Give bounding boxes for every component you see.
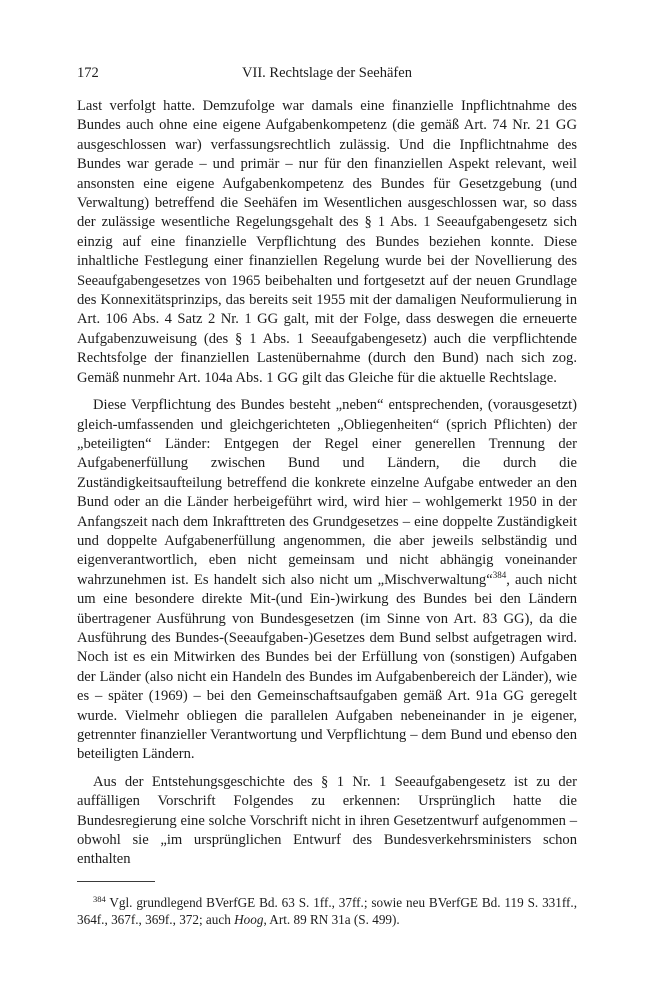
- page-number: 172: [77, 65, 99, 81]
- paragraph-3: Aus der Entstehungsgeschichte des § 1 Nr. 1 Seeaufgabengesetz ist zu der auffälligen Vorschrift Folgendes zu erkennen: Ursprünglich hatte die Bundesregierung eine solche Vorschrift nicht in ihren Gesetzentwurf aufgenommen – obwohl sie „im ursprünglichen Entwurf des Bundesverkehrsministers schon enthalten: [77, 773, 577, 868]
- footnote-number: 384: [93, 893, 106, 904]
- paragraph-1: Last verfolgt hatte. Demzufolge war damals eine finanzielle Inpflichtnahme des Bundes auch ohne eine eigene Aufgabenkompetenz (die gemäß Art. 74 Nr. 21 GG ausgeschlossen war) verfassungsrechtlich zulässig. Und die Inpflichtnahme des Bundes war gerade – und primär – nur für den finanziellen Aspekt relevant, weil ansonsten eine eigene Aufgabenkompetenz des Bundes für Gesetzgebung (und Verwaltung) betreffend die Seehäfen im Wesentlichen ausgeschlossen war, so dass der zulässige wesentliche Regelungsgehalt des § 1 Abs. 1 Seeaufgabengesetz sich einzig auf eine finanzielle Verpflichtung des Bundes beziehen konnte. Diese inhaltliche Festlegung einer finanziellen Regelung wurde bei der Novellierung des Seeaufgabengesetzes von 1965 beibehalten und fortgesetzt auf der neuen Grundlage des Konnexitätsprinzips, das bereits seit 1955 mit der damaligen Neuformulierung in Art. 106 Abs. 4 Satz 2 Nr. 1 GG galt, mit der Folge, dass deswegen die erneuerte Aufgabenzuweisung (des § 1 Abs. 1 Seeaufgabengesetz) auch die verpflichtende Rechtsfolge der finanziellen Lastenübernahme (durch den Bund) nach sich zog. Gemäß nunmehr Art. 104a Abs. 1 GG gilt das Gleiche für die aktuelle Rechtslage.: [77, 98, 577, 386]
- body-text: [77, 97, 577, 870]
- paragraph-2-part-1: Diese Verpflichtung des Bundes besteht „neben“ entsprechenden, (vorausgesetzt) gleich-umfassenden und gleichgerichteten „Obliegenheiten“ (sprich Pflichten) der „beteiligten“ Länder: Entgegen der Regel einer generellen Trennung der Aufgabenerfüllung zwischen Bund und Ländern, die durch die Zuständigkeitsaufteilung betreffend die konkrete einzelne Aufgabe entweder an den Bund oder an die Länder herbeigeführt wird, wird hier – wohlgemerkt 1950 in der Anfangszeit nach dem Inkrafttreten des Grundgesetzes – eine doppelte Zuständigkeit und doppelte Aufgabenerfüllung angenommen, die aber jeweils selbständig und eigenverantwortlich, eben nicht gemeinsam und nicht abhängig voneinander wahrzunehmen ist. Es handelt sich also nicht um „Mischverwaltung“: [77, 397, 577, 588]
- footnote-text-part-2: , Art. 89 RN 31a (S. 499).: [263, 912, 400, 928]
- footnote-reference[interactable]: 384: [492, 569, 507, 580]
- footnote-divider: [77, 881, 155, 882]
- paragraph-2: [77, 396, 577, 765]
- paragraph-2-part-2: , auch nicht um eine besondere direkte Mit-(und Ein-)wirkung des Bundes bei den Ländern übertragener Ausführung von Bundesgesetzen (im Sinne von Art. 83 GG), da die Ausführung des Bundes-(Seeaufgaben-)Gesetzes dem Bund selbst aufgetragen wird. Noch ist es ein Mitwirken des Bundes bei der Erfüllung von (sonstigen) Aufgaben der Länder (also nicht ein Handeln des Bundes im Aufgabenbereich der Länder), wie es – später (1969) – bei den Gemeinschaftsaufgaben gemäß Art. 91a GG geregelt wurde. Vielmehr obliegen die parallelen Aufgaben nebeneinander in je eigener, getrennter finanzieller Verantwortung und Verpflichtung – dem Bund und ebenso den beteiligten Ländern.: [77, 571, 577, 763]
- chapter-title: VII. Rechtslage der Seehäfen: [242, 65, 412, 81]
- running-header: [77, 62, 577, 84]
- book-page: [77, 62, 577, 929]
- footnotes: [77, 894, 577, 929]
- footnote-author: Hoog: [234, 912, 264, 928]
- footnote-text-part-1: Vgl. grundlegend BVerfGE Bd. 63 S. 1ff., 37ff.; sowie neu BVerfGE Bd. 119 S. 331ff., 364f., 367f., 369f., 372; auch: [77, 894, 578, 928]
- footnote-384: [77, 894, 577, 929]
